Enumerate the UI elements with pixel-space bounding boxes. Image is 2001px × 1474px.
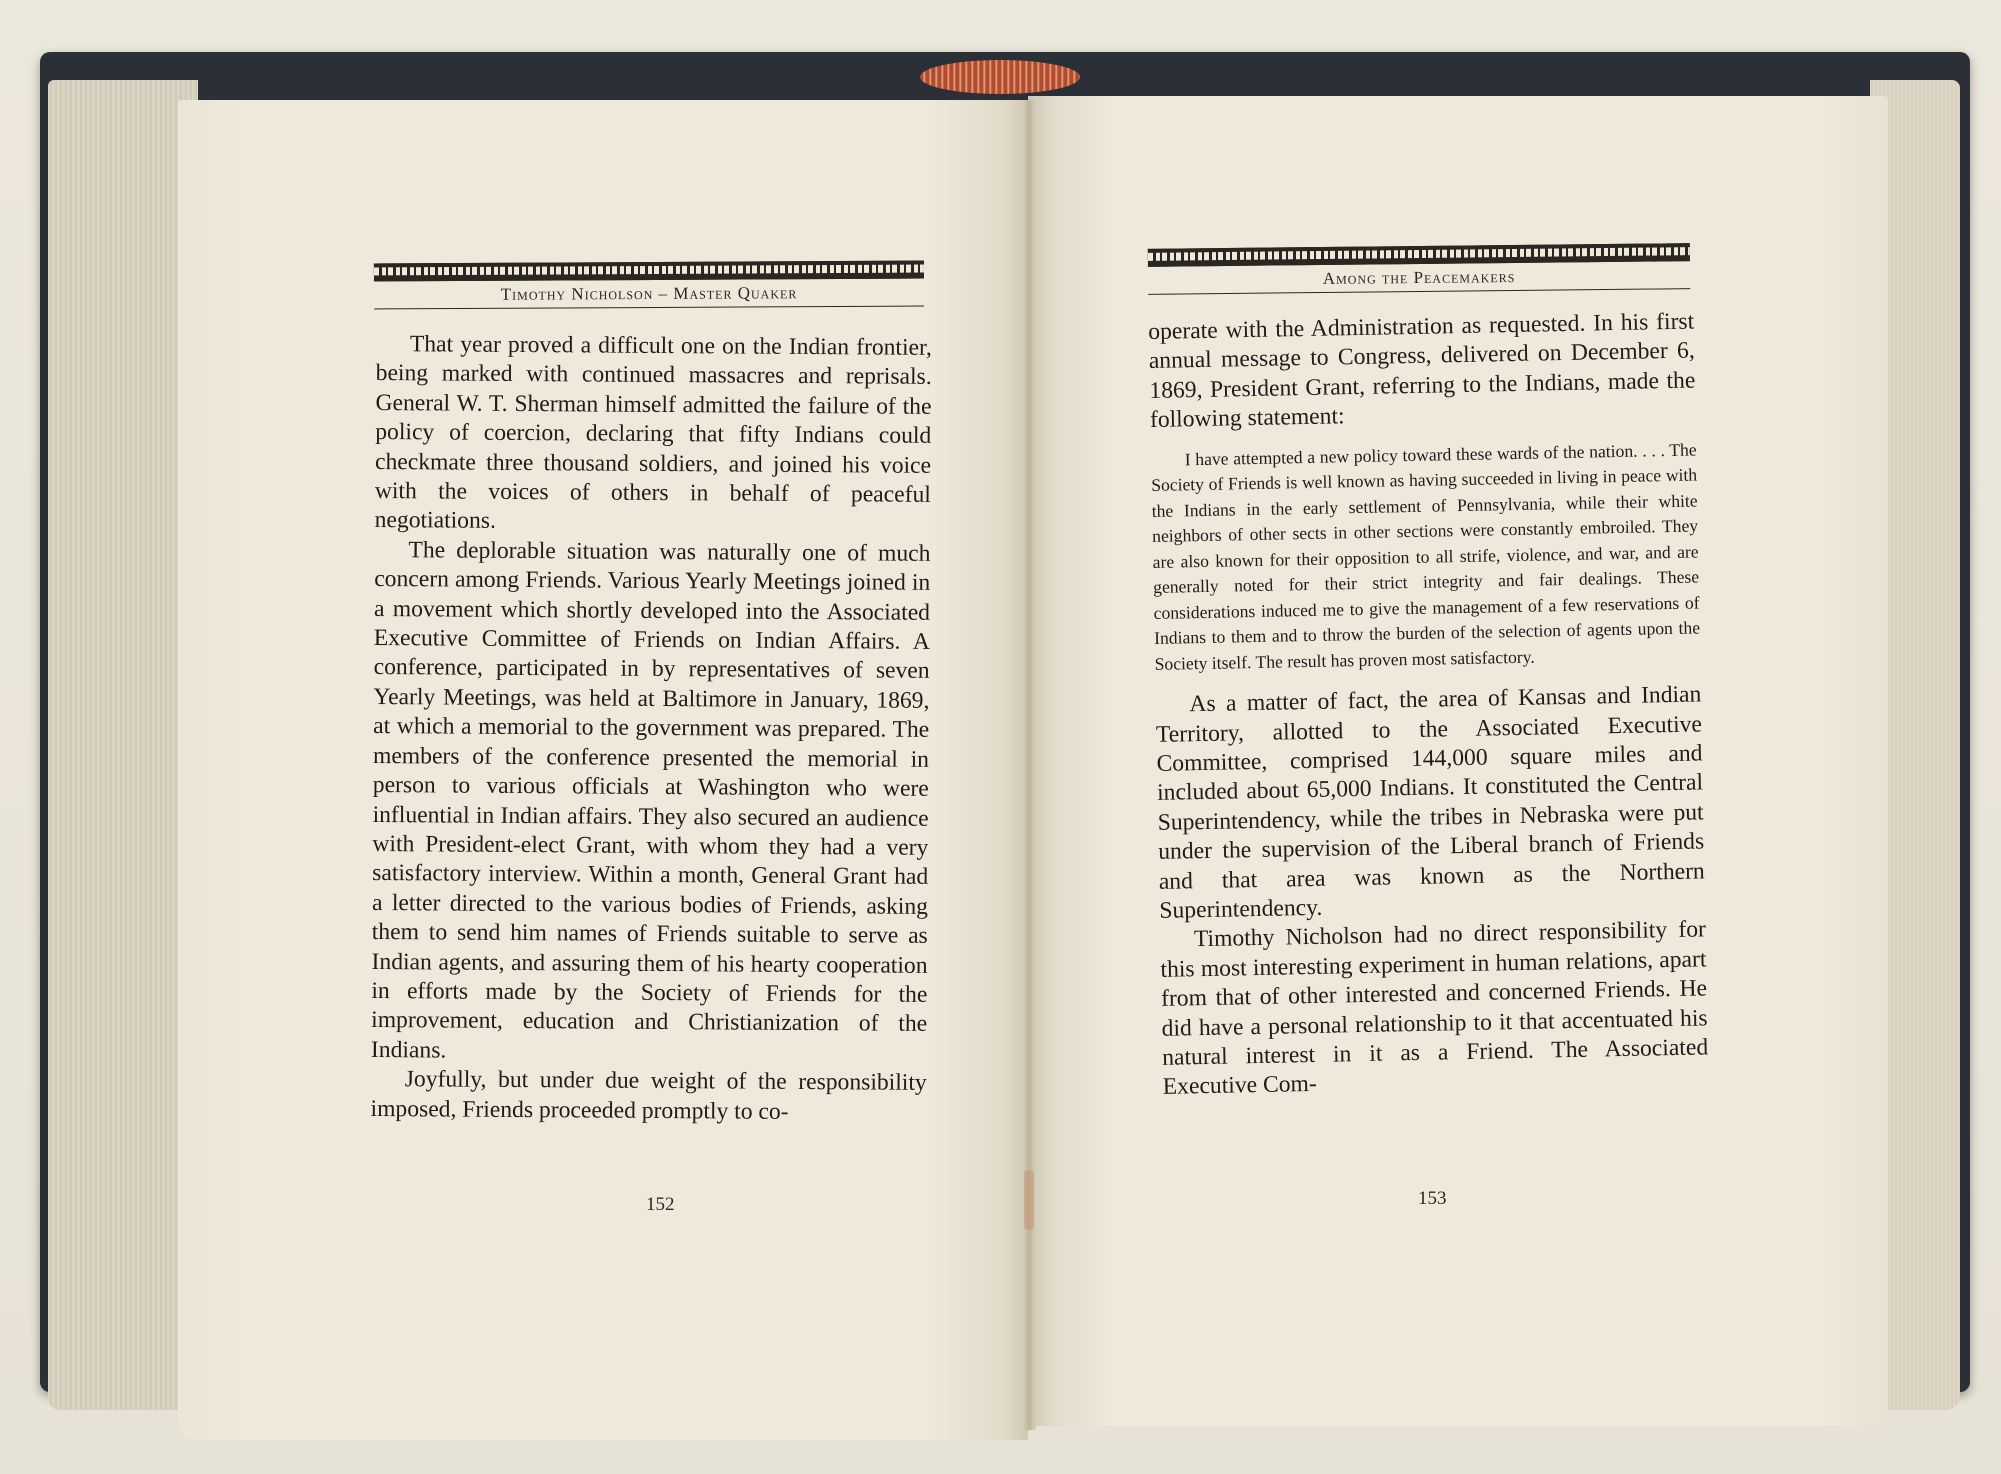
book-gutter — [1022, 100, 1036, 1430]
right-running-head — [1148, 243, 1690, 295]
left-page-number: 152 — [646, 1194, 675, 1215]
left-running-head-title: Timothy Nicholson – Master Quaker — [374, 279, 924, 310]
headband — [920, 60, 1080, 94]
left-paragraph-1: That year proved a difficult one on the Indian frontier, being marked with continued massacres and reprisals. General W. T. Sherman himself admitted the failure of the policy of coercion, declaring that fifty Indians could checkmate three thousand soldiers, and joined his voice with the voices of others in behalf of peaceful negotiations. — [374, 331, 932, 535]
right-paragraph-1: As a matter of fact, the area of Kansas and Indian Territory, allotted to the Associated Executive Committee, comprised 144,000 square miles and included about 65,000 Indians. It constituted the Central Superintendency, while the tribes in Nebraska were put under the supervision of the Liberal branch of Friends and that area was known as the Northern Superintendency. — [1155, 681, 1705, 924]
left-page-body — [370, 330, 932, 1128]
grant-quote: I have attempted a new policy toward these wards of the nation. . . . The Society of Friends is well known as having succeeded in living in peace with the Indians in the early settlement of Pennsylvania, while their white neighbors of other sects in other sections were constantly embroiled. They are also known for their opposition to all strife, violence, and war, and are generally noted for their strict integrity and fair dealings. These considerations induced me to give the management of a few reservations of Indians to them and to throw the burden of the selection of agents upon the Society itself. The result has proven most satisfactory. — [1151, 439, 1701, 674]
page-edges-left — [48, 80, 198, 1410]
right-paragraph-2: Timothy Nicholson had no direct responsibility for this most interesting experiment in human relations, apart from that of other interested and concerned Friends. He did have a personal relationship to it that accentuated his natural interest in it as a Friend. The Associated Executive Com- — [1160, 916, 1709, 1101]
left-running-head — [374, 261, 924, 310]
right-page-body — [1148, 308, 1709, 1103]
right-running-head-title: Among the Peacemakers — [1148, 261, 1690, 295]
header-ornament — [374, 261, 924, 282]
left-paragraph-2: The deplorable situation was naturally one of much concern among Friends. Various Yearly Meetings joined in a movement which shortly developed into the Associated Executive Committee of Friends on Indian Affairs. A conference, participated in by representatives of seven Yearly Meetings, was held at Baltimore in January, 1869, at which a memorial to the government was prepared. The members of the conference presented the memorial in person to various officials at Washington who were influential in Indian affairs. They also secured an audience with President-elect Grant, with whom they had a very satisfactory interview. Within a month, General Grant had a letter directed to the various bodies of Friends, asking them to send him names of Friends suitable to serve as Indian agents, and assuring them of his hearty cooperation in efforts made by the Society of Friends for the improvement, education and Christianization of the Indians. — [370, 537, 931, 1064]
right-page-number: 153 — [1418, 1188, 1447, 1209]
left-paragraph-3: Joyfully, but under due weight of the responsibility imposed, Friends proceeded promptly to co- — [370, 1066, 927, 1125]
gutter-stain — [1024, 1170, 1034, 1230]
right-continuation: operate with the Administration as requested. In his first annual message to Congress, delivered on December 6, 1869, President Grant, referring to the Indians, made the following statement: — [1148, 308, 1696, 434]
